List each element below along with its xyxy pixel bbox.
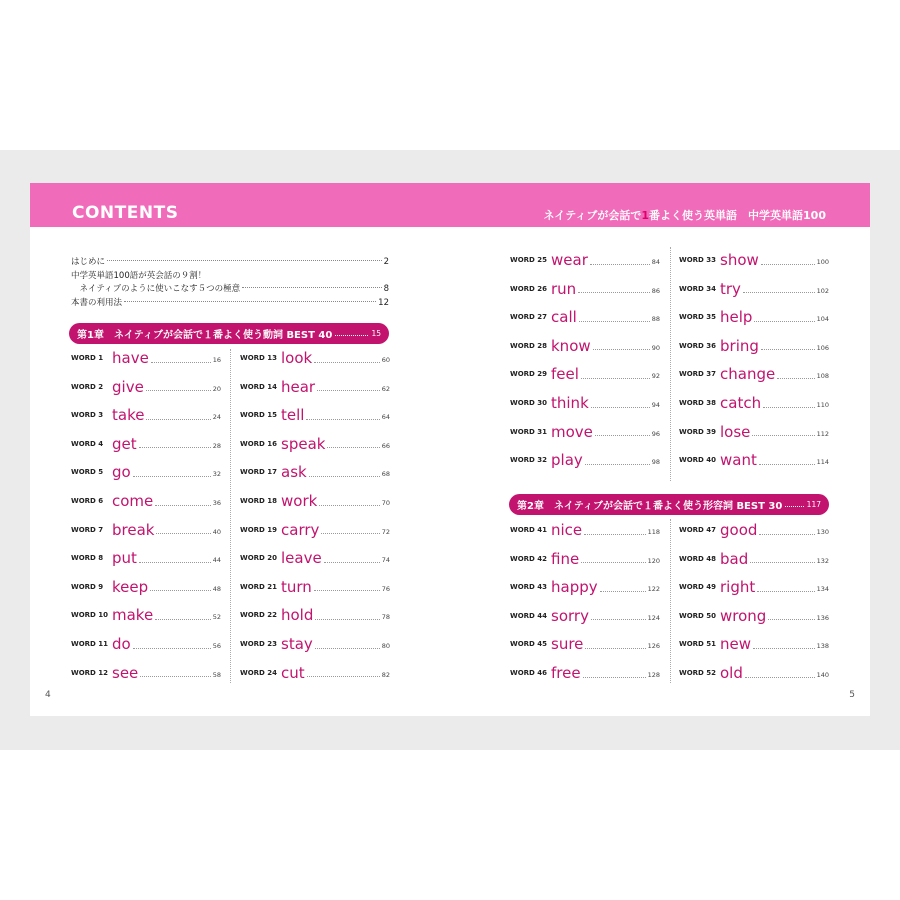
word-number-label: WORD 50	[679, 611, 717, 620]
word-text: help	[720, 308, 753, 327]
word-page: 140	[816, 671, 829, 679]
word-text: go	[112, 463, 131, 482]
dot-leader	[757, 591, 814, 592]
word-text: leave	[281, 549, 322, 568]
word-text: move	[551, 422, 593, 441]
word-number-label: WORD 36	[679, 341, 717, 350]
dot-leader	[591, 619, 646, 620]
word-text: nice	[551, 521, 583, 539]
dot-leader	[155, 619, 211, 620]
word-page: 20	[212, 384, 221, 393]
word-number-label: WORD 52	[679, 669, 717, 677]
word-page: 86	[651, 286, 660, 295]
word-number-label: WORD 42	[510, 554, 548, 563]
dot-leader	[133, 476, 211, 477]
word-entry[interactable]	[679, 602, 829, 630]
column-separator	[670, 247, 671, 481]
word-number-label: WORD 34	[679, 284, 717, 293]
word-page: 24	[212, 413, 221, 422]
dot-leader	[314, 362, 380, 363]
subtitle-pre: ネイティブが会話で	[543, 209, 642, 222]
word-text: think	[551, 394, 589, 412]
word-page: 28	[212, 441, 221, 450]
word-number-label: WORD 24	[240, 668, 278, 677]
word-number-label: WORD 9	[71, 582, 104, 591]
word-page: 36	[212, 499, 221, 507]
page-number-left: 4	[45, 690, 51, 700]
word-entry[interactable]	[679, 573, 829, 601]
word-entry[interactable]	[679, 389, 829, 417]
word-text: hear	[281, 377, 316, 396]
word-entry[interactable]	[510, 360, 660, 388]
chapter-1-label: 第1章 ネイティブが会話で１番よく使う動詞 BEST 40	[77, 330, 333, 341]
word-text: know	[551, 336, 591, 355]
dot-leader	[761, 264, 815, 265]
word-entry[interactable]	[71, 516, 221, 544]
book-subtitle	[543, 207, 826, 223]
dot-leader	[578, 292, 650, 293]
word-text: show	[720, 251, 759, 269]
word-number-label: WORD 12	[71, 668, 109, 677]
word-number-label: WORD 44	[510, 611, 548, 620]
word-text: hold	[281, 606, 314, 625]
word-number-label: WORD 13	[240, 354, 278, 362]
word-page: 92	[651, 372, 660, 381]
dot-leader	[581, 562, 645, 563]
word-page: 60	[381, 356, 390, 364]
toc-intro-item[interactable]	[71, 282, 389, 294]
word-number-label: WORD 16	[240, 439, 278, 448]
word-number-label: WORD 37	[679, 370, 717, 379]
word-entry[interactable]	[71, 344, 221, 372]
word-entry[interactable]	[240, 544, 390, 572]
word-number-label: WORD 18	[240, 497, 278, 505]
word-text: call	[551, 308, 577, 327]
word-page: 80	[381, 642, 390, 650]
dot-leader	[581, 378, 650, 379]
dot-leader	[593, 349, 650, 350]
word-entry[interactable]	[510, 516, 660, 544]
word-number-label: WORD 14	[240, 382, 278, 391]
word-entry[interactable]	[71, 544, 221, 572]
word-text: good	[720, 521, 758, 539]
dot-leader	[314, 590, 380, 591]
word-entry[interactable]	[510, 659, 660, 687]
word-entry[interactable]	[240, 487, 390, 515]
dot-leader	[315, 648, 380, 649]
word-entry[interactable]	[510, 275, 660, 303]
word-text: bring	[720, 336, 759, 355]
dot-leader	[583, 677, 646, 678]
word-entry[interactable]	[240, 630, 390, 658]
word-number-label: WORD 45	[510, 640, 548, 649]
word-number-label: WORD 17	[240, 468, 278, 477]
intro-text: 本書の利用法	[71, 298, 123, 308]
intro-text: はじめに	[71, 257, 106, 267]
word-entry[interactable]	[510, 389, 660, 417]
word-number-label: WORD 3	[71, 411, 104, 420]
dot-leader	[768, 619, 814, 620]
word-text: happy	[551, 578, 598, 597]
subtitle-highlight: 1	[641, 209, 650, 222]
word-page: 48	[212, 584, 221, 593]
word-text: carry	[281, 520, 320, 539]
book-spread	[30, 183, 870, 716]
word-page: 52	[212, 613, 221, 622]
dot-leader	[242, 287, 381, 288]
word-page: 118	[647, 528, 660, 536]
word-page: 84	[651, 258, 660, 266]
word-text: keep	[112, 577, 149, 596]
dot-leader	[590, 264, 650, 265]
intro-page: 8	[383, 284, 389, 294]
word-text: have	[112, 349, 149, 367]
word-entry[interactable]	[679, 246, 829, 274]
word-number-label: WORD 43	[510, 583, 548, 592]
word-number-label: WORD 35	[679, 313, 717, 322]
word-text: run	[551, 279, 577, 298]
intro-text: 中学英単語100語が英会話の９割！	[71, 271, 207, 281]
dot-leader	[156, 533, 210, 534]
word-page: 56	[212, 642, 221, 650]
word-text: look	[281, 349, 313, 367]
dot-leader	[600, 591, 646, 592]
word-text: give	[112, 377, 144, 396]
word-number-label: WORD 20	[240, 554, 278, 563]
dot-leader	[317, 390, 380, 391]
word-page: 64	[381, 413, 390, 422]
word-page: 130	[816, 528, 829, 536]
dot-leader	[754, 321, 814, 322]
word-page: 122	[647, 585, 660, 594]
dot-leader	[151, 362, 211, 363]
dot-leader	[335, 335, 368, 336]
dot-leader	[146, 419, 210, 420]
word-text: speak	[281, 434, 326, 453]
word-page: 124	[647, 613, 660, 622]
page-number-right: 5	[849, 690, 855, 700]
word-page: 76	[381, 584, 390, 593]
word-text: see	[112, 663, 139, 682]
word-text: sorry	[551, 606, 589, 625]
dot-leader	[327, 447, 379, 448]
word-text: new	[720, 635, 752, 654]
dot-leader	[150, 590, 211, 591]
dot-leader	[750, 562, 814, 563]
word-text: feel	[551, 365, 579, 384]
word-entry[interactable]	[240, 373, 390, 401]
word-entry[interactable]	[510, 246, 660, 274]
word-page: 138	[816, 642, 829, 651]
word-number-label: WORD 41	[510, 526, 548, 534]
dot-leader	[785, 506, 803, 507]
word-text: try	[720, 279, 741, 298]
dot-leader	[140, 676, 210, 677]
dot-leader	[307, 676, 380, 677]
word-number-label: WORD 7	[71, 525, 104, 534]
word-page: 104	[816, 315, 829, 324]
dot-leader	[306, 419, 379, 420]
word-text: want	[720, 451, 757, 470]
dot-leader	[591, 407, 650, 408]
word-entry[interactable]	[510, 602, 660, 630]
word-number-label: WORD 15	[240, 411, 278, 420]
word-number-label: WORD 48	[679, 554, 717, 563]
word-page: 134	[816, 585, 829, 594]
dot-leader	[759, 534, 814, 535]
intro-page: 12	[378, 298, 389, 308]
word-page: 114	[816, 458, 829, 467]
word-number-label: WORD 51	[679, 640, 717, 649]
dot-leader	[124, 301, 376, 302]
word-text: work	[281, 492, 318, 510]
word-entry[interactable]	[510, 418, 660, 446]
word-entry[interactable]	[679, 545, 829, 573]
word-entry[interactable]	[510, 446, 660, 474]
word-page: 106	[816, 343, 829, 352]
dot-leader	[107, 260, 382, 261]
word-page: 96	[651, 429, 660, 438]
word-text: sure	[551, 635, 584, 654]
word-page: 94	[651, 401, 660, 409]
dot-leader	[753, 648, 815, 649]
dot-leader	[315, 619, 379, 620]
chapter-1-page: 15	[371, 329, 381, 338]
word-page: 66	[381, 441, 390, 450]
chapter-2-page: 117	[806, 500, 821, 509]
word-number-label: WORD 40	[679, 456, 717, 465]
word-page: 44	[212, 556, 221, 565]
word-number-label: WORD 8	[71, 554, 104, 563]
word-entry[interactable]	[510, 630, 660, 658]
toc-intro-item[interactable]	[71, 255, 389, 267]
column-separator	[230, 349, 231, 683]
word-number-label: WORD 32	[510, 456, 548, 465]
word-text: fine	[551, 549, 580, 568]
word-entry[interactable]	[679, 360, 829, 388]
word-text: play	[551, 451, 583, 470]
word-entry[interactable]	[71, 487, 221, 515]
subtitle-post: 番よく使う英単語 中学英単語100	[649, 209, 826, 222]
word-entry[interactable]	[71, 401, 221, 429]
word-number-label: WORD 29	[510, 370, 548, 379]
word-entry[interactable]	[71, 601, 221, 629]
word-entry[interactable]	[240, 458, 390, 486]
word-page: 82	[381, 670, 390, 679]
word-entry[interactable]	[71, 458, 221, 486]
word-entry[interactable]	[240, 573, 390, 601]
word-number-label: WORD 19	[240, 525, 278, 534]
word-entry[interactable]	[679, 332, 829, 360]
column-separator	[670, 519, 671, 683]
word-page: 32	[212, 470, 221, 479]
word-entry[interactable]	[240, 344, 390, 372]
word-page: 108	[816, 372, 829, 381]
chapter-1-heading[interactable]	[69, 323, 389, 344]
word-entry[interactable]	[240, 430, 390, 458]
word-text: tell	[281, 406, 305, 425]
word-text: come	[112, 492, 154, 510]
word-page: 68	[381, 470, 390, 479]
intro-text: ネイティブのように使いこなす５つの極意	[71, 284, 241, 294]
word-page: 62	[381, 384, 390, 393]
word-page: 112	[816, 429, 829, 438]
word-entry[interactable]	[679, 516, 829, 544]
word-entry[interactable]	[71, 659, 221, 687]
word-text: break	[112, 520, 155, 539]
toc-intro-item[interactable]	[71, 269, 389, 281]
word-text: do	[112, 635, 131, 653]
word-text: old	[720, 664, 743, 682]
word-text: wear	[551, 251, 588, 269]
word-text: take	[112, 406, 145, 425]
dot-leader	[579, 321, 650, 322]
word-entry[interactable]	[71, 373, 221, 401]
word-number-label: WORD 4	[71, 439, 104, 448]
word-number-label: WORD 47	[679, 526, 717, 534]
word-entry[interactable]	[679, 659, 829, 687]
dot-leader	[759, 464, 815, 465]
word-entry[interactable]	[240, 601, 390, 629]
word-entry[interactable]	[679, 303, 829, 331]
word-page: 120	[647, 556, 660, 565]
word-page: 128	[647, 671, 660, 679]
word-entry[interactable]	[510, 545, 660, 573]
chapter-2-heading[interactable]	[509, 494, 829, 515]
word-number-label: WORD 22	[240, 611, 278, 620]
word-number-label: WORD 21	[240, 582, 278, 591]
word-entry[interactable]	[240, 516, 390, 544]
word-page: 102	[816, 286, 829, 295]
dot-leader	[324, 562, 380, 563]
dot-leader	[745, 677, 815, 678]
dot-leader	[763, 407, 815, 408]
word-text: cut	[281, 663, 305, 682]
word-page: 90	[651, 343, 660, 352]
word-number-label: WORD 2	[71, 382, 104, 391]
word-text: bad	[720, 549, 749, 568]
word-number-label: WORD 39	[679, 427, 717, 436]
word-page: 88	[651, 315, 660, 324]
word-entry[interactable]	[510, 573, 660, 601]
word-entry[interactable]	[71, 630, 221, 658]
dot-leader	[139, 562, 211, 563]
word-text: wrong	[720, 606, 767, 625]
word-number-label: WORD 30	[510, 399, 548, 407]
word-number-label: WORD 46	[510, 669, 548, 677]
word-entry[interactable]	[71, 430, 221, 458]
word-text: catch	[720, 394, 762, 412]
word-page: 16	[212, 356, 221, 364]
dot-leader	[595, 435, 650, 436]
word-text: change	[720, 365, 776, 384]
word-number-label: WORD 26	[510, 284, 548, 293]
word-page: 70	[381, 499, 390, 507]
dot-leader	[585, 464, 650, 465]
word-page: 74	[381, 556, 390, 565]
word-text: lose	[720, 422, 751, 441]
word-number-label: WORD 23	[240, 640, 278, 648]
dot-leader	[319, 505, 379, 506]
word-number-label: WORD 33	[679, 256, 717, 264]
word-number-label: WORD 49	[679, 583, 717, 592]
toc-intro-item[interactable]	[71, 296, 389, 308]
word-entry[interactable]	[240, 659, 390, 687]
dot-leader	[133, 648, 211, 649]
word-number-label: WORD 38	[679, 399, 717, 407]
chapter-2-label: 第2章 ネイティブが会話で１番よく使う形容詞 BEST 30	[517, 501, 783, 512]
word-number-label: WORD 28	[510, 341, 548, 350]
dot-leader	[321, 533, 379, 534]
word-page: 98	[651, 458, 660, 467]
dot-leader	[155, 505, 210, 506]
word-entry[interactable]	[510, 303, 660, 331]
word-text: make	[112, 606, 154, 625]
word-page: 126	[647, 642, 660, 651]
word-text: put	[112, 549, 137, 568]
word-page: 110	[816, 401, 829, 409]
word-page: 58	[212, 670, 221, 679]
word-entry[interactable]	[679, 418, 829, 446]
word-text: free	[551, 664, 581, 682]
word-page: 132	[816, 556, 829, 565]
word-entry[interactable]	[510, 332, 660, 360]
word-text: stay	[281, 635, 313, 653]
intro-page: 2	[383, 257, 389, 267]
word-number-label: WORD 5	[71, 468, 104, 477]
word-number-label: WORD 25	[510, 256, 548, 264]
word-entry[interactable]	[679, 275, 829, 303]
contents-title: CONTENTS	[72, 203, 179, 223]
dot-leader	[139, 447, 211, 448]
word-page: 136	[816, 613, 829, 622]
word-page: 72	[381, 527, 390, 536]
word-number-label: WORD 10	[71, 611, 109, 620]
word-number-label: WORD 11	[71, 640, 109, 648]
word-text: turn	[281, 577, 312, 596]
word-text: get	[112, 434, 137, 453]
dot-leader	[585, 648, 645, 649]
word-page: 100	[816, 258, 829, 266]
word-number-label: WORD 6	[71, 497, 104, 505]
dot-leader	[584, 534, 645, 535]
word-entry[interactable]	[679, 630, 829, 658]
word-entry[interactable]	[71, 573, 221, 601]
dot-leader	[752, 435, 814, 436]
word-number-label: WORD 31	[510, 427, 548, 436]
dot-leader	[777, 378, 814, 379]
dot-leader	[309, 476, 380, 477]
word-entry[interactable]	[679, 446, 829, 474]
word-page: 78	[381, 613, 390, 622]
word-number-label: WORD 27	[510, 313, 548, 322]
word-text: right	[720, 578, 756, 597]
header-banner	[30, 183, 870, 227]
word-entry[interactable]	[240, 401, 390, 429]
word-text: ask	[281, 463, 307, 482]
word-page: 40	[212, 527, 221, 536]
word-number-label: WORD 1	[71, 354, 104, 362]
dot-leader	[146, 390, 211, 391]
dot-leader	[743, 292, 815, 293]
dot-leader	[761, 349, 815, 350]
